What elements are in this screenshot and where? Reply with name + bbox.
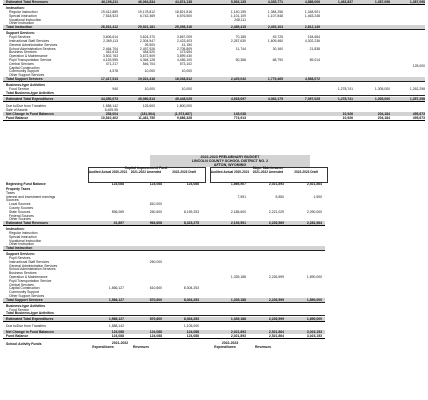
amount-cell: 1,339,188 bbox=[230, 275, 246, 279]
row-label: Operation & Maintenance bbox=[9, 275, 48, 279]
row-label: Estimated Total Revenues bbox=[6, 0, 48, 4]
amount-cell: 4,335,771 bbox=[267, 0, 283, 4]
amount-cell: 124,088 bbox=[186, 330, 199, 335]
amount-cell: 2,185,600 bbox=[230, 209, 246, 214]
amount-cell: 30,160 bbox=[272, 46, 283, 51]
amount-cell: 124,088 bbox=[111, 330, 124, 335]
amount-cell: 41,897 bbox=[113, 221, 124, 226]
amount-cell: 1,462,837 bbox=[337, 0, 353, 4]
amount-cell: 18,821,816 bbox=[175, 10, 192, 14]
row-label: Total Instruction bbox=[6, 25, 33, 30]
amount-cell: 11,461,750 bbox=[138, 116, 155, 120]
amount-cell: 1,588,142 bbox=[108, 324, 124, 329]
section-label: School Activity Funds bbox=[6, 342, 42, 347]
rule-line bbox=[3, 101, 425, 102]
row-label: Estimated Total Revenues bbox=[6, 221, 48, 226]
row-label: Property Taxes bbox=[6, 187, 31, 191]
amount-cell: 2,429,042 bbox=[230, 77, 246, 81]
column-group-header: Capital Improvement Fund bbox=[124, 166, 168, 170]
row-label: Community Support bbox=[9, 290, 39, 295]
column-header: Audited Actual 2020-2021 bbox=[88, 170, 128, 174]
amount-cell: 870,600 bbox=[149, 317, 162, 322]
amount-cell: 50,368 bbox=[235, 58, 246, 62]
amount-cell: 2,369,113 bbox=[103, 39, 118, 43]
amount-cell: 2,287,630 bbox=[230, 39, 246, 43]
amount-cell: 154,664 bbox=[307, 35, 320, 40]
amount-cell: 2,226,599 bbox=[268, 317, 284, 322]
amount-cell: 1,101,109 bbox=[230, 13, 246, 18]
row-label: Vocational Instruction bbox=[9, 17, 42, 22]
rule-line bbox=[3, 29, 425, 30]
amount-cell: 7,518,523 bbox=[102, 13, 118, 18]
row-label: Federal Sources bbox=[9, 213, 34, 218]
column-group-header: Major Maintenance bbox=[252, 166, 284, 170]
amount-cell: 124,088 bbox=[149, 330, 162, 335]
rule-line bbox=[3, 315, 325, 316]
amount-cell: 1,107,848 bbox=[267, 13, 283, 18]
amount-cell: 3,502,763 bbox=[102, 54, 118, 59]
amount-cell: 8,304,253 bbox=[183, 297, 199, 302]
amount-cell: 4,362,175 bbox=[267, 97, 283, 101]
row-label: Food Service bbox=[9, 87, 29, 91]
amount-cell: 1,800,000 bbox=[176, 104, 192, 108]
amount-cell: 8,199,253 bbox=[183, 209, 199, 214]
document-location: AFTON, WYOMING bbox=[213, 163, 247, 167]
row-label: Sources: bbox=[6, 198, 20, 203]
amount-cell: 25,921,181 bbox=[138, 25, 155, 30]
row-label: Instructional Staff Services bbox=[9, 259, 50, 264]
amount-cell: 1,305,000 bbox=[374, 87, 390, 91]
row-label: Total Business-type Activities bbox=[6, 311, 54, 316]
rule-line bbox=[3, 81, 425, 82]
row-label: Beginning Fund Balance bbox=[6, 182, 46, 186]
amount-cell: 4,364,128 bbox=[139, 58, 155, 62]
rule-line bbox=[3, 225, 325, 226]
amount-cell: 8,323,275 bbox=[183, 221, 199, 226]
amount-cell: 125,600 bbox=[142, 104, 155, 108]
amount-cell: 1,384,256 bbox=[267, 10, 283, 14]
amount-cell: 2,021,893 bbox=[230, 330, 246, 335]
row-label: Total Business-type Activities bbox=[6, 91, 54, 95]
amount-cell: 2,521,864 bbox=[306, 182, 322, 186]
amount-cell: 2,521,864 bbox=[268, 330, 284, 335]
amount-cell: 495,673 bbox=[412, 116, 425, 120]
amount-cell: 44,874,138 bbox=[175, 0, 192, 4]
amount-cell: 2,489,415 bbox=[230, 25, 246, 30]
amount-cell: 10,810,402 bbox=[101, 116, 118, 120]
amount-cell: 145,038 bbox=[233, 112, 246, 116]
amount-cell: 1,278,741 bbox=[337, 87, 353, 91]
row-label: Other Sources bbox=[9, 217, 31, 222]
amount-cell: 473,654 bbox=[179, 50, 192, 55]
amount-cell: 1,500 bbox=[313, 194, 322, 199]
amount-cell: 6,576,500 bbox=[176, 13, 192, 18]
column-header: 2021-2022 Amended bbox=[252, 170, 284, 174]
amount-cell: 1,890,000 bbox=[306, 275, 322, 279]
amount-cell: 1,387,098 bbox=[374, 0, 390, 4]
rule-line bbox=[3, 338, 325, 339]
amount-cell: 461,613 bbox=[105, 50, 118, 55]
amount-cell: 3,899,430 bbox=[176, 54, 192, 59]
row-label: Due to/Due from Transfers bbox=[6, 324, 46, 329]
row-label: State Sources bbox=[9, 209, 31, 214]
row-label: County Sources bbox=[9, 206, 34, 210]
amount-cell: 1,339,188 bbox=[230, 297, 246, 302]
amount-cell: 573,102 bbox=[179, 61, 192, 66]
row-label: General Administration Services bbox=[9, 263, 58, 268]
row-label: Due to/Due from Transfers bbox=[6, 104, 46, 108]
amount-cell: 5,550 bbox=[275, 194, 284, 199]
row-label: Regular Instruction bbox=[9, 10, 38, 14]
amount-cell: 89,014 bbox=[309, 58, 320, 62]
row-label: Total Support Services bbox=[6, 77, 43, 81]
row-label: Fund Balance bbox=[6, 334, 29, 339]
amount-cell: 46,064,834 bbox=[138, 0, 155, 4]
amount-cell: 4,918,097 bbox=[230, 97, 246, 101]
amount-cell: 4,886,006 bbox=[304, 0, 320, 4]
rule-line bbox=[3, 250, 325, 251]
amount-cell: 7,397,025 bbox=[304, 97, 320, 101]
row-label: Other Support Services bbox=[9, 294, 45, 298]
amount-cell: 124,088 bbox=[111, 182, 124, 186]
section-label: Support Services: bbox=[6, 252, 36, 257]
amount-cell: 1,278,741 bbox=[337, 97, 353, 101]
document-title: 2022-2023 PRELIMINARY BUDGET bbox=[200, 155, 260, 159]
amount-cell: 39,500 bbox=[144, 42, 155, 47]
amount-cell: 1,463,248 bbox=[304, 13, 320, 18]
amount-cell: 3,606,614 bbox=[102, 35, 118, 40]
amount-cell: 10,000 bbox=[181, 87, 192, 91]
amount-cell: 1,890,000 bbox=[306, 317, 322, 322]
amount-cell: 3,624,370 bbox=[139, 35, 155, 40]
column-header: Revenues bbox=[132, 345, 150, 350]
amount-cell: 3,023,153 bbox=[306, 330, 322, 335]
amount-cell: 1,588,142 bbox=[102, 104, 118, 108]
amount-cell: 46,196,211 bbox=[101, 0, 118, 4]
amount-cell: 124,088 bbox=[111, 334, 124, 339]
amount-cell: 2,193,591 bbox=[230, 221, 246, 226]
amount-cell: (181,564) bbox=[140, 112, 155, 116]
amount-cell: 11,744 bbox=[235, 46, 246, 51]
amount-cell: 774,913 bbox=[233, 116, 246, 120]
row-label: Special Instruction bbox=[9, 234, 37, 239]
amount-cell: 124,088 bbox=[186, 182, 199, 186]
amount-cell: 2,090,000 bbox=[306, 209, 322, 214]
amount-cell: 1,305,000 bbox=[374, 97, 390, 101]
row-label: Vocational Instruction bbox=[9, 238, 42, 243]
amount-cell: 125,000 bbox=[412, 63, 425, 68]
row-label: Pupil Services bbox=[9, 256, 31, 260]
column-header: Audited Actual 2020-2021 bbox=[210, 170, 250, 174]
document-subtitle: LINCOLN COUNTY SCHOOL DISTRICT NO. 2 bbox=[191, 159, 269, 163]
rule-line bbox=[3, 302, 325, 303]
amount-cell: 471,217 bbox=[105, 61, 118, 66]
row-label: Fund Balance bbox=[6, 116, 29, 120]
amount-cell: 1,566,127 bbox=[108, 286, 124, 291]
amount-cell: 70,185 bbox=[235, 35, 246, 40]
section-label: Business-type Activities bbox=[6, 83, 46, 87]
amount-cell: 19,178,812 bbox=[138, 10, 155, 14]
amount-cell: 1,890,000 bbox=[306, 297, 322, 302]
row-label: Pupil Transportation Service bbox=[9, 278, 52, 283]
amount-cell: 2,226,599 bbox=[268, 297, 284, 302]
rule-line bbox=[3, 95, 425, 96]
amount-cell: 19,021,416 bbox=[138, 77, 155, 81]
section-label: Support Services: bbox=[6, 31, 36, 36]
amount-cell: 4,153,595 bbox=[102, 58, 118, 62]
amount-cell: 1,339,188 bbox=[230, 317, 246, 322]
amount-cell: 8,304,253 bbox=[183, 286, 199, 291]
amount-cell: 2,705,809 bbox=[176, 46, 192, 51]
amount-cell: 124,088 bbox=[149, 182, 162, 186]
amount-cell: 10,000 bbox=[144, 87, 155, 91]
amount-cell: 45,448,025 bbox=[175, 97, 192, 101]
row-label: Sale of Assets bbox=[6, 108, 28, 112]
amount-cell: 10,926 bbox=[342, 112, 353, 116]
amount-cell: 1,609,460 bbox=[267, 39, 283, 43]
row-label: Instructional Staff Services bbox=[9, 39, 50, 43]
amount-cell: 546,704 bbox=[142, 61, 155, 66]
amount-cell: 6,629.95 bbox=[104, 108, 118, 112]
amount-cell: 25,398,316 bbox=[175, 25, 192, 30]
row-label: Estimated Total Expenditures bbox=[6, 97, 54, 101]
amount-cell: 2,304,547 bbox=[139, 39, 155, 43]
amount-cell: 1,566,127 bbox=[108, 317, 124, 322]
row-label: Operation & Maintenance bbox=[9, 54, 48, 59]
amount-cell: 260,600 bbox=[149, 209, 162, 214]
amount-cell: 2,812,149 bbox=[304, 25, 320, 30]
amount-cell: 2,226,569 bbox=[268, 221, 284, 226]
amount-cell: 4,456,100 bbox=[176, 58, 192, 62]
amount-cell: 940 bbox=[112, 87, 118, 91]
amount-cell: 2,021,893 bbox=[268, 182, 284, 186]
amount-cell: 17,417,513 bbox=[101, 77, 118, 81]
amount-cell: 896,069 bbox=[111, 209, 124, 214]
amount-cell: 19,412,889 bbox=[101, 10, 118, 14]
amount-cell: 2,281,564 bbox=[306, 221, 322, 226]
amount-cell: 1,866,507 bbox=[230, 182, 246, 186]
amount-cell: 964,608 bbox=[149, 221, 162, 226]
row-label: Net Change in Fund Balances bbox=[6, 330, 54, 335]
amount-cell: 2,221,029 bbox=[268, 209, 284, 214]
amount-cell: 2,521,864 bbox=[268, 334, 284, 339]
row-label: Net Change in Fund Balances bbox=[6, 112, 54, 116]
amount-cell: 1,775,465 bbox=[267, 77, 283, 81]
amount-cell: 18,038,812 bbox=[175, 77, 192, 81]
amount-cell: (1,573,887) bbox=[174, 112, 192, 116]
amount-cell: 204,184 bbox=[377, 116, 390, 120]
row-label: Regular Instruction bbox=[9, 231, 38, 235]
amount-cell: 3,667,009 bbox=[176, 35, 192, 40]
amount-cell: 10,000 bbox=[144, 69, 155, 74]
amount-cell: 21,838 bbox=[309, 46, 320, 51]
column-header: 2022-2023 bbox=[221, 341, 239, 346]
amount-cell: 10,926 bbox=[342, 116, 353, 120]
amount-cell: 3,672,509 bbox=[139, 54, 155, 59]
amount-cell: 2,464,704 bbox=[102, 46, 118, 51]
row-label: Central Services bbox=[9, 61, 34, 66]
row-label: Central Services bbox=[9, 282, 34, 287]
amount-cell: 6,742,369 bbox=[139, 13, 155, 18]
amount-cell: 610,600 bbox=[149, 286, 162, 291]
column-header: Expenditures bbox=[92, 345, 114, 350]
row-label: Pupil Services bbox=[9, 35, 31, 40]
column-header: 2022-2023 Draft bbox=[172, 170, 196, 174]
row-label: Community Support bbox=[9, 69, 39, 74]
row-label: Pupil Transportation Service bbox=[9, 58, 52, 62]
amount-cell: 1,348,901 bbox=[304, 10, 320, 14]
row-label: Total Support Services bbox=[6, 297, 43, 302]
amount-cell: 810,000 bbox=[149, 202, 162, 207]
amount-cell: 41,150 bbox=[181, 42, 192, 47]
column-header: 2021-2022 Amended bbox=[130, 170, 162, 174]
row-label: Special Instruction bbox=[9, 13, 37, 18]
amount-cell: 3,023,153 bbox=[306, 334, 322, 339]
amount-cell: 10,000 bbox=[181, 69, 192, 74]
amount-cell: 1,387,098 bbox=[409, 0, 425, 4]
amount-cell: 204,184 bbox=[377, 112, 390, 116]
amount-cell: 2,423,403 bbox=[176, 39, 192, 43]
amount-cell: 124,088 bbox=[149, 334, 162, 339]
amount-cell: 4,568,072 bbox=[304, 77, 320, 81]
amount-cell: 1,566,127 bbox=[108, 297, 124, 302]
amount-cell: 1,357,298 bbox=[409, 97, 425, 101]
amount-cell: 5,563,135 bbox=[230, 0, 246, 4]
amount-cell: 44,350,073 bbox=[101, 97, 118, 101]
amount-cell: 1,105,000 bbox=[183, 324, 199, 329]
section-label: Instruction: bbox=[6, 6, 25, 10]
row-label: Food Service bbox=[9, 307, 29, 312]
rule-line bbox=[3, 4, 425, 5]
row-label: Business Services bbox=[9, 50, 37, 55]
row-label: Interest and investment earnings bbox=[6, 194, 56, 199]
row-label: Other Instruction bbox=[9, 242, 35, 247]
amount-cell: 45,080,813 bbox=[138, 97, 155, 101]
row-label: Capital Construction bbox=[9, 65, 40, 70]
row-label: School Administration Services bbox=[9, 46, 56, 51]
amount-cell: 1,140,195 bbox=[230, 10, 246, 14]
row-label: Business Services bbox=[9, 271, 37, 276]
rule-line bbox=[3, 321, 325, 322]
amount-cell: 248,111 bbox=[234, 17, 246, 22]
amount-cell: 495,673 bbox=[412, 112, 425, 116]
column-header: 2021-2022 bbox=[111, 341, 129, 346]
row-label: School Administration Services bbox=[9, 267, 56, 272]
amount-cell: 1,262,298 bbox=[409, 87, 425, 91]
amount-cell: 454,520 bbox=[142, 50, 155, 55]
amount-cell: 4,302,236 bbox=[304, 39, 320, 43]
amount-cell: 2,021,893 bbox=[230, 334, 246, 339]
row-label: Taxes bbox=[6, 190, 15, 195]
row-label: Capital Construction bbox=[9, 286, 40, 291]
row-label: Other Support Services bbox=[9, 73, 45, 78]
amount-cell: 4,578 bbox=[109, 69, 118, 74]
row-label: General Administration Services bbox=[9, 42, 58, 47]
amount-cell: 7,591 bbox=[237, 194, 246, 199]
section-label: Business-type Activities bbox=[6, 303, 46, 308]
row-label: Local Sources bbox=[9, 202, 31, 207]
amount-cell: 2,457,926 bbox=[139, 46, 155, 51]
column-header: Revenues bbox=[254, 345, 272, 350]
amount-cell: 8,304,253 bbox=[183, 317, 199, 322]
row-label: Other Instruction bbox=[9, 21, 35, 26]
amount-cell: 870,600 bbox=[149, 297, 162, 302]
amount-cell: 2,226,599 bbox=[268, 275, 284, 279]
amount-cell: 26,931,412 bbox=[101, 25, 118, 30]
amount-cell: 260,000 bbox=[149, 259, 162, 264]
row-label: Total Instruction bbox=[6, 246, 33, 251]
amount-cell: 68,790 bbox=[272, 58, 283, 62]
section-label: Instruction: bbox=[6, 227, 25, 232]
amount-cell: 2,492,104 bbox=[267, 25, 283, 30]
column-header: Expenditures bbox=[214, 345, 236, 350]
amount-cell: 258,004 bbox=[105, 112, 118, 116]
amount-cell: 124,088 bbox=[186, 334, 199, 339]
rule-line bbox=[3, 120, 425, 121]
amount-cell: 9,686,328 bbox=[176, 116, 192, 120]
row-label: Estimated Total Expenditures bbox=[6, 317, 54, 322]
column-header: 2022-2023 Draft bbox=[294, 170, 318, 174]
amount-cell: 49,725 bbox=[272, 35, 283, 40]
